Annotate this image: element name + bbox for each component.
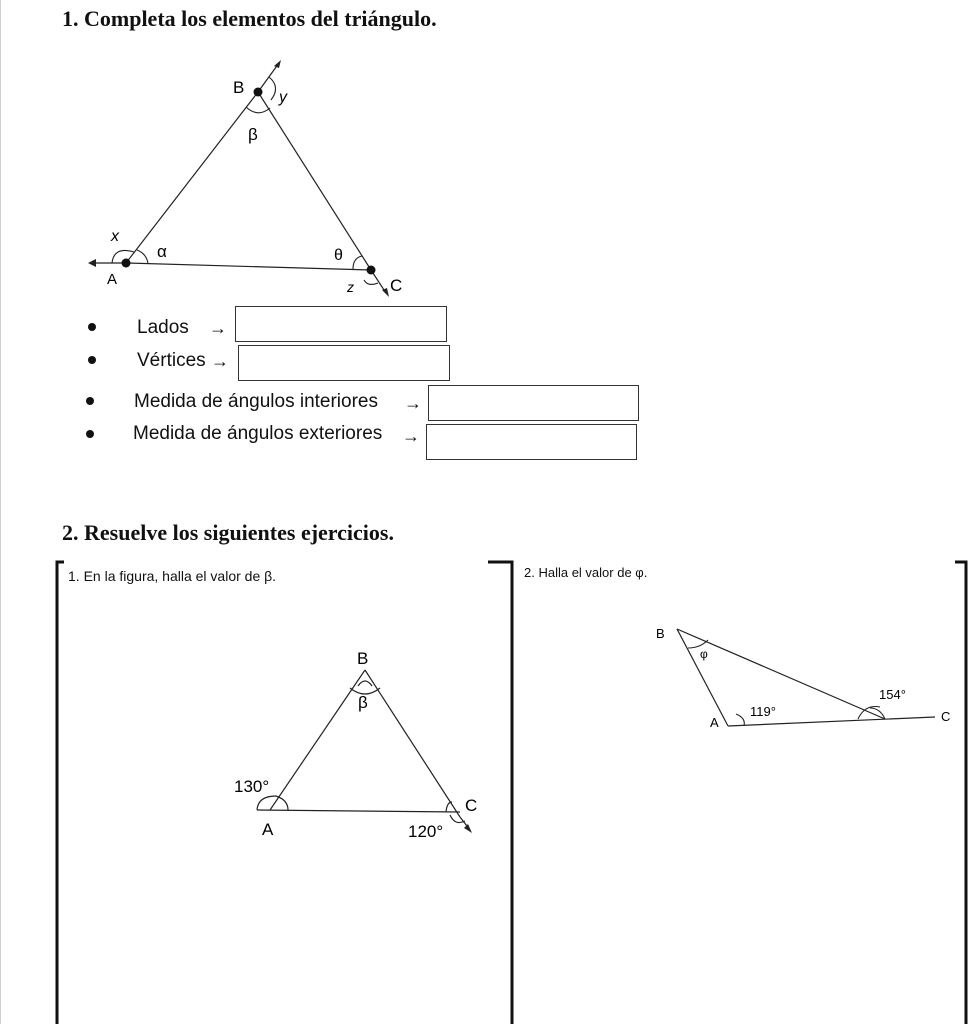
label-119: 119° [750, 704, 776, 719]
label-b: B [233, 78, 245, 97]
label-a: A [710, 715, 719, 730]
label-130: 130° [234, 777, 270, 796]
label-154: 154° [879, 687, 906, 702]
arrow-icon: → [404, 393, 422, 413]
label-a: A [107, 271, 118, 288]
label-beta: β [358, 693, 368, 712]
label-alpha: α [157, 242, 167, 261]
section1-title: 1. Completa los elementos del triángulo. [62, 6, 437, 31]
label-beta: β [248, 125, 258, 144]
label-z: z [347, 279, 354, 295]
label-c: C [465, 796, 478, 815]
item-lados-label: Lados [137, 317, 189, 338]
label-y: y [279, 89, 287, 106]
label-theta: θ [334, 247, 343, 264]
label-x: x [111, 228, 119, 245]
label-120: 120° [408, 822, 444, 841]
arc-119 [736, 714, 744, 726]
label-c: C [390, 276, 403, 295]
section2-title: 2. Resuelve los siguientes ejercicios. [62, 520, 394, 545]
exercise2-statement: 2. Halla el valor de φ. [524, 565, 648, 580]
arrow-icon: → [209, 318, 227, 338]
label-b: B [656, 626, 665, 641]
label-b: B [357, 649, 369, 668]
arrow-icon: → [402, 426, 420, 446]
item-interiores-label: Medida de ángulos interiores [134, 391, 378, 412]
item-exteriores-label: Medida de ángulos exteriores [133, 423, 383, 444]
label-c: C [941, 709, 951, 724]
label-phi: φ [700, 647, 708, 661]
item-vertices-label: Vértices [137, 350, 206, 371]
arrow-icon: → [211, 351, 229, 371]
exercise1-statement: 1. En la figura, halla el valor de β. [68, 568, 277, 584]
label-a: A [262, 820, 274, 839]
